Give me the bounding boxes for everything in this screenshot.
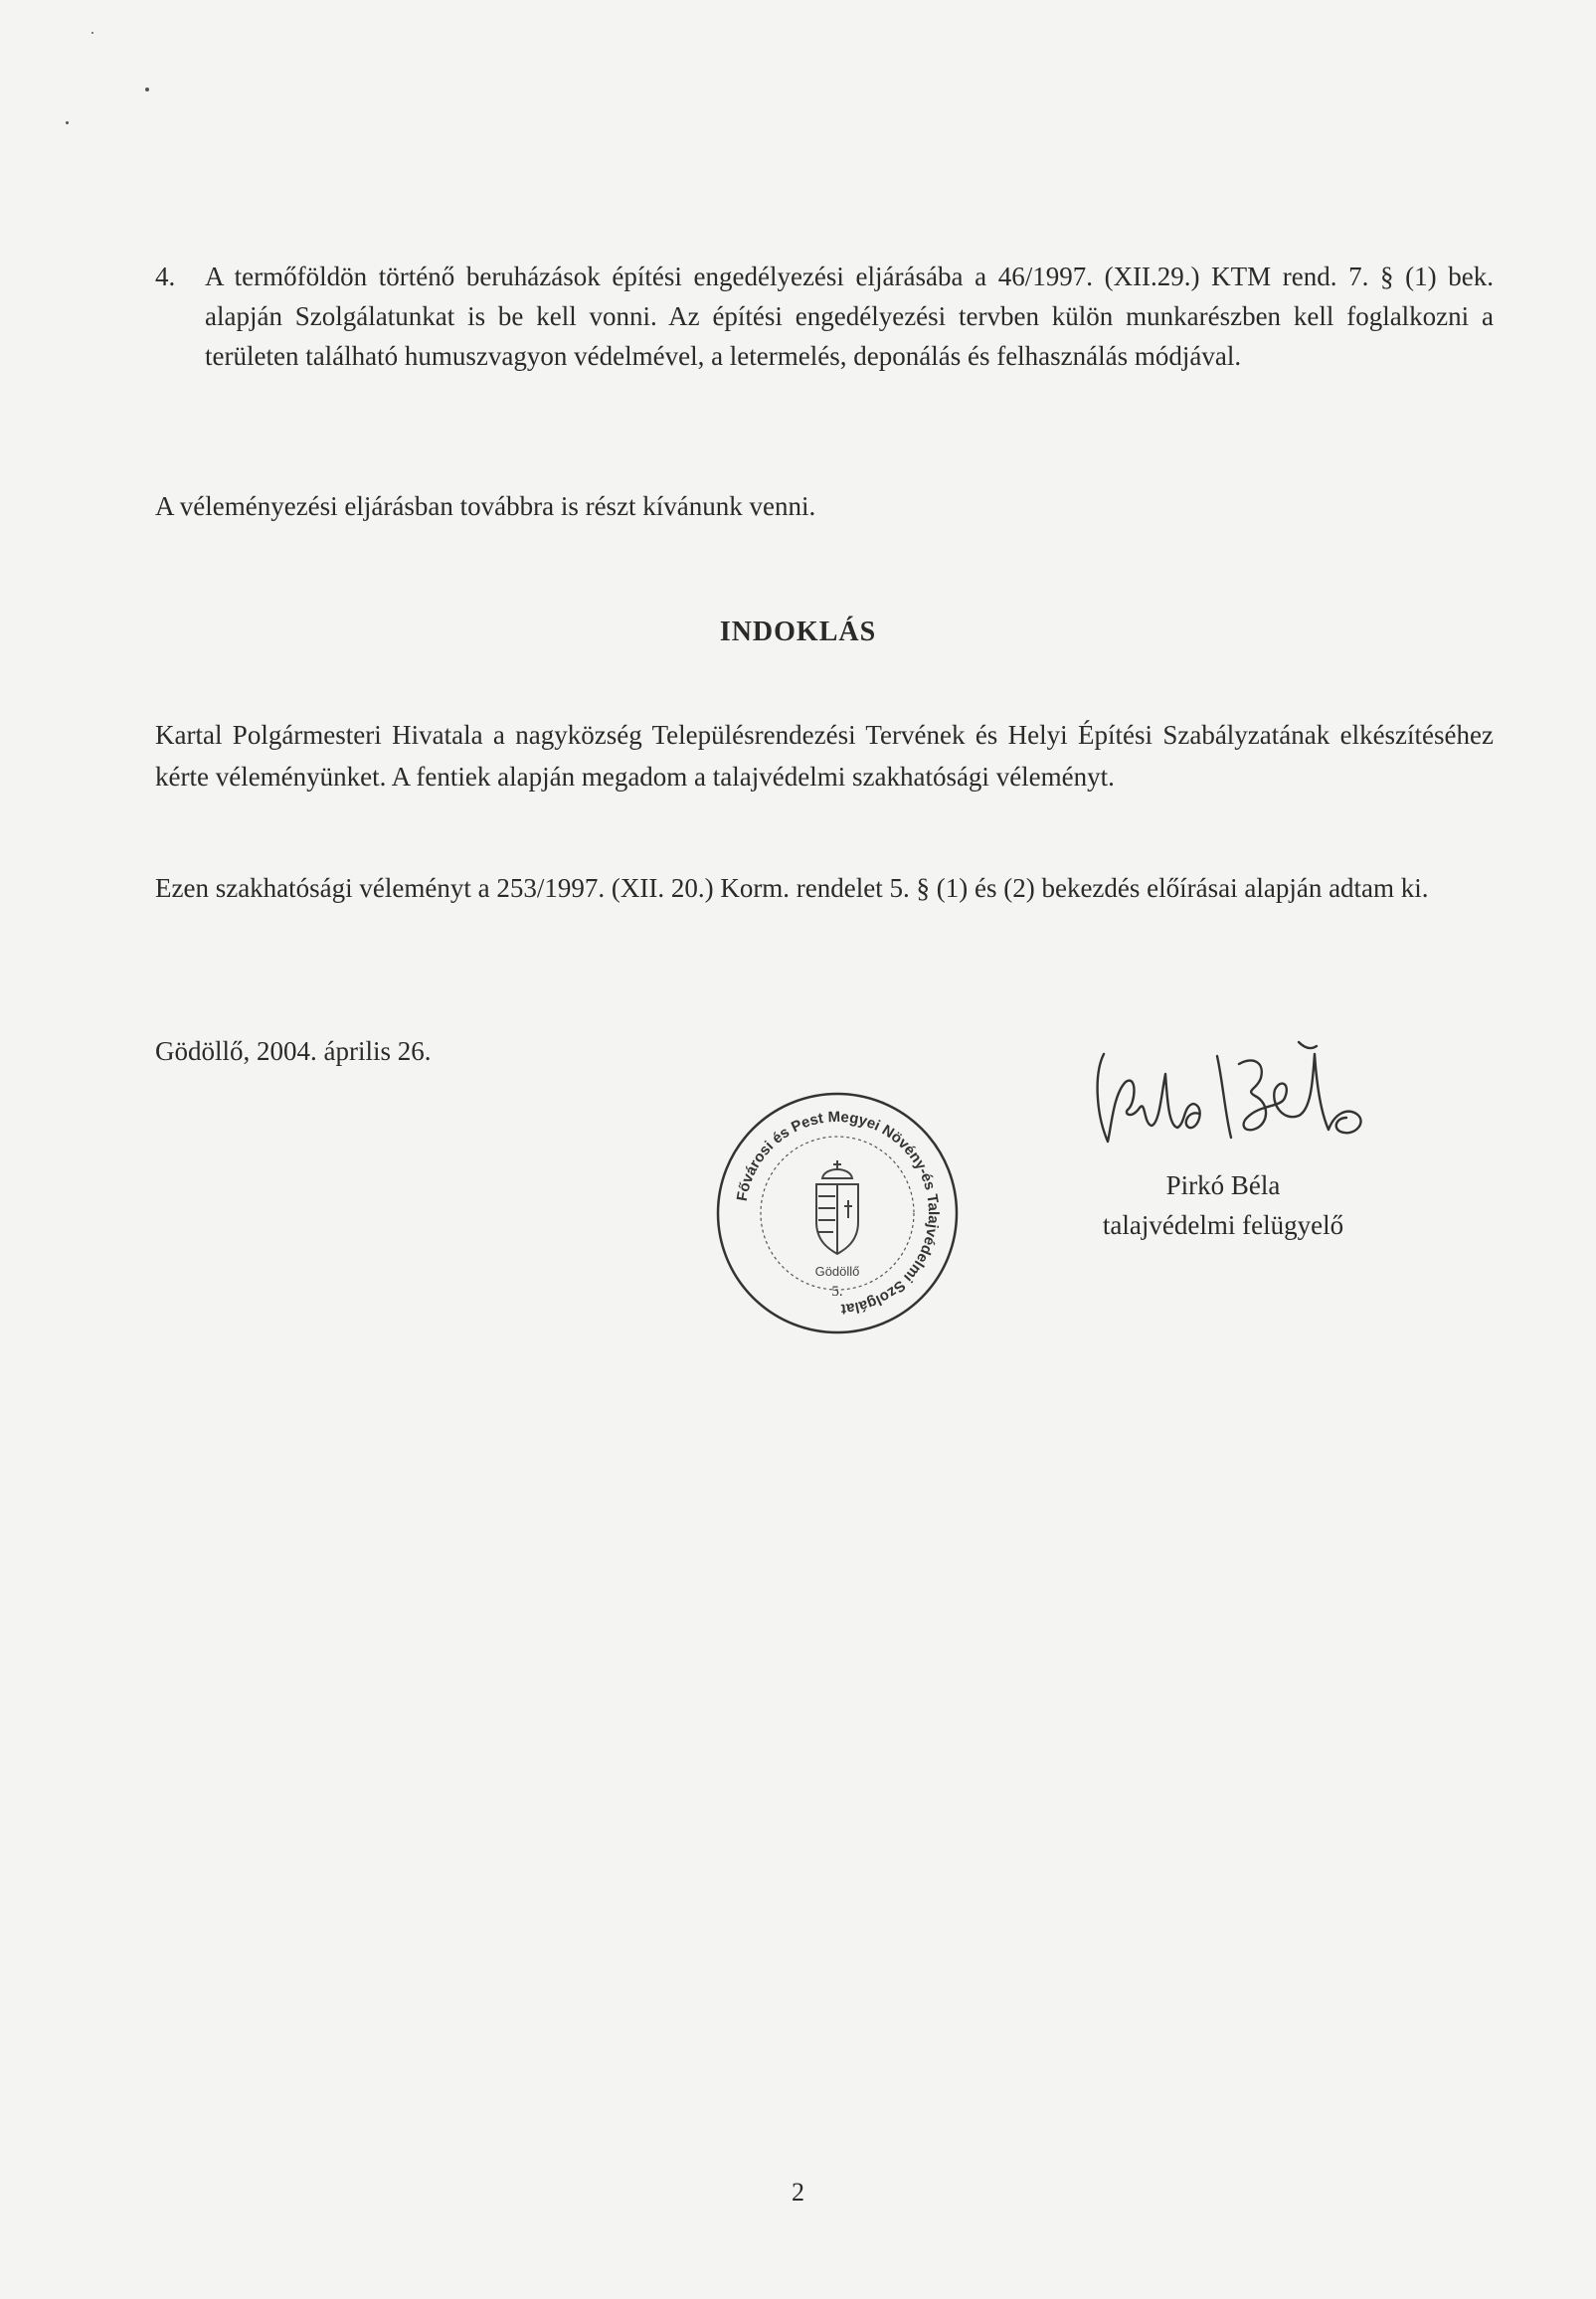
reasoning-paragraph-1: Kartal Polgármesteri Hivatala a nagyközség Településrendezési Tervének és Helyi Építési Szabályzatának elkészítéséhez kérte véleményünket. A fentiek alapján megadom a talajvédelmi szakhatósági véleményt. [155,720,1494,792]
stamp-number: 5. [831,1284,843,1300]
participation-note: A véleményezési eljárásban továbbra is részt kívánunk venni. [155,491,816,521]
section-heading: INDOKLÁS [719,617,877,647]
signature-image [1086,1034,1374,1153]
list-item-text: A termőföldön történő beruházások építési engedélyezési eljárásába a 46/1997. (XII.29.) KTM rend. 7. § (1) bek. alapján Szolgálatunkat is be kell vonni. Az építési engedélyezési tervben külön munkarészben kell foglalkozni a területen található humuszvagyon védelmével, a letermelés, deponálás és felhasználás módjával. [205,262,1494,371]
list-item-4 [155,257,1494,376]
place-and-date: Gödöllő, 2004. április 26. [155,1036,432,1066]
page-number: 2 [792,2178,804,2207]
reasoning-paragraph-2: Ezen szakhatósági véleményt a 253/1997. (XII. 20.) Korm. rendelet 5. § (1) és (2) bekezdés előírásai alapján adtam ki. [155,873,1429,903]
list-item-number: 4. [155,262,176,291]
signer-block [1024,1165,1422,1245]
signer-title: talajvédelmi felügyelő [1102,1210,1344,1240]
coat-of-arms-icon [816,1160,858,1254]
official-stamp [713,1089,962,1337]
signer-name: Pirkó Béla [1165,1170,1281,1200]
stamp-ring-text-path: Fővárosi és Pest Megyei Növény-és Talajvédelmi Szolgálat [733,1108,943,1318]
stamp-center-text: Gödöllő [814,1264,860,1279]
